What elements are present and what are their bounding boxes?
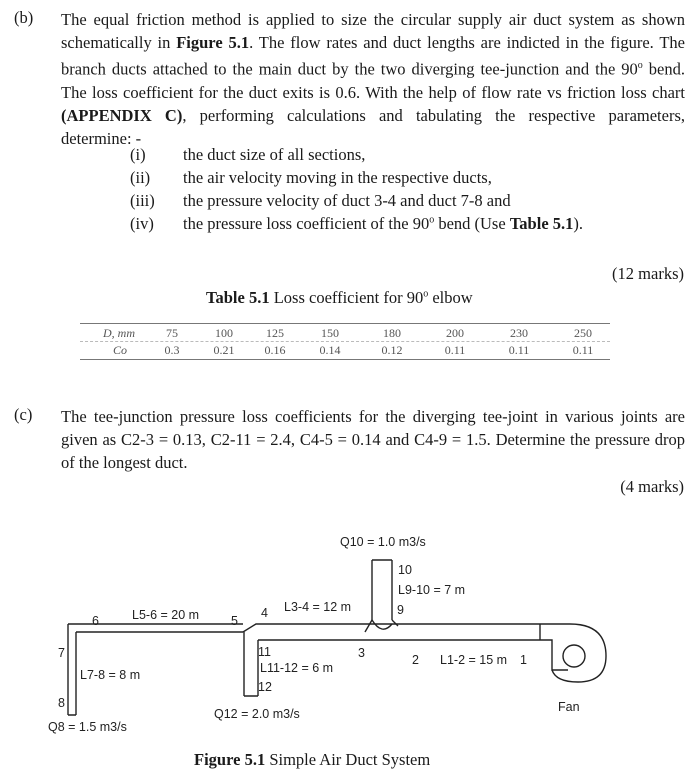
flow-q8-label: Q8 = 1.5 m3/s — [48, 720, 127, 734]
table-bottom-rule — [80, 359, 610, 360]
node-4-label: 4 — [261, 606, 268, 620]
part-b-text-4: , performing calculations and tabulating the respective parameters, determine: - — [61, 105, 685, 148]
part-b-paragraph — [61, 8, 685, 150]
duct-5-6-wall — [76, 624, 243, 632]
fan-duct — [540, 624, 568, 670]
item-i-number: (i) — [130, 145, 146, 164]
fan-label: Fan — [558, 700, 580, 714]
table-cell-c-230: 0.11 — [508, 343, 530, 357]
flow-q12-label: Q12 = 2.0 m3/s — [214, 707, 300, 721]
node-2-label: 2 — [412, 653, 419, 667]
length-l7-8-label: L7-8 = 8 m — [80, 668, 141, 682]
item-ii-number: (ii) — [130, 168, 151, 187]
table-cell-d-100: 100 — [215, 326, 233, 340]
coefficient-c4-9: C4-9 = 1.5. — [414, 430, 491, 449]
node-7-label: 7 — [58, 646, 65, 660]
part-c-text-2: Determine the pressure drop of the longest duct. — [61, 430, 685, 472]
item-iv-pre: the pressure loss coefficient of the 90 — [183, 214, 430, 233]
length-l1-2-label: L1-2 = 15 m — [440, 653, 508, 667]
part-c-paragraph — [61, 405, 685, 474]
table-cell-c-250: 0.11 — [572, 343, 594, 357]
item-iii-number: (iii) — [130, 191, 155, 210]
part-c-marks: (4 marks) — [620, 477, 684, 496]
node-10-label: 10 — [398, 563, 412, 577]
node-3-label: 3 — [358, 646, 365, 660]
table-cell-c-180: 0.12 — [381, 343, 403, 357]
node-9-label: 9 — [397, 603, 404, 617]
duct-9-10-wall — [372, 560, 392, 620]
fan-housing — [540, 624, 606, 682]
item-ii-text: the air velocity moving in the respective ducts, — [183, 168, 492, 187]
node-11-label: 11 — [258, 645, 271, 659]
node-6-label: 6 — [92, 614, 99, 628]
item-iv-text — [183, 214, 583, 234]
item-i-text: the duct size of all sections, — [183, 145, 366, 164]
table-top-rule — [80, 323, 610, 324]
part-b-text-2: . The flow rates and duct lengths are indicted in the figure. The branch ducts attached to the main duct by the two diverging tee-junction and the 90 — [61, 33, 685, 79]
part-c-text-1: The tee-junction pressure loss coefficients for the diverging tee-joint in various joints are given as — [61, 407, 685, 449]
table-cell-d-230: 230 — [510, 326, 528, 340]
part-c-label: (c) — [14, 405, 33, 424]
table-cell-d-200: 200 — [446, 326, 464, 340]
table-title-end: elbow — [428, 288, 473, 307]
part-b-text-1: The equal friction method is applied to size the circular supply air duct system as shown schematically in — [61, 10, 685, 52]
fan-wheel — [563, 645, 585, 667]
coefficient-c2-3: C2-3 = 0.13, — [121, 430, 211, 449]
bend-9 — [365, 620, 398, 632]
table-cell-c-200: 0.11 — [444, 343, 466, 357]
table-cell-c-75: 0.3 — [164, 343, 180, 357]
table-row-coefficient-label: Co — [112, 343, 127, 357]
table-row-diameter-label: D, mm — [103, 326, 135, 340]
table-title — [206, 288, 473, 308]
table-cell-c-150: 0.14 — [319, 343, 341, 357]
item-iii-text: the pressure velocity of duct 3-4 and duct 7-8 and — [183, 191, 511, 210]
duct-7-8-wall — [68, 624, 76, 715]
table-cell-c-125: 0.16 — [264, 343, 286, 357]
item-iv-table-ref: Table 5.1 — [509, 214, 574, 233]
length-l9-10-label: L9-10 = 7 m — [398, 583, 466, 597]
duct-system-diagram — [0, 520, 698, 745]
part-b-label: (b) — [14, 8, 34, 27]
figure-reference: Figure 5.1 — [176, 33, 250, 52]
length-l5-6-label: L5-6 = 20 m — [132, 608, 200, 622]
node-8-label: 8 — [58, 696, 65, 710]
table-cell-c-100: 0.21 — [213, 343, 235, 357]
node-12-label: 12 — [258, 680, 272, 694]
table-mid-rule — [80, 341, 610, 342]
table-cell-d-75: 75 — [166, 326, 178, 340]
figure-caption-bold: Figure 5.1 — [194, 750, 266, 769]
flow-q10-label: Q10 = 1.0 m3/s — [340, 535, 426, 549]
appendix-reference: (APPENDIX C) — [61, 105, 183, 125]
duct-11-12-wall — [244, 632, 258, 696]
table-title-text: Loss coefficient for 90 — [269, 288, 424, 307]
figure-caption — [194, 750, 430, 770]
item-iv-post: ). — [573, 214, 584, 233]
part-b-text-3: bend. The loss coefficient for the duct exits is 0.6. With the help of flow rate vs friction loss chart — [61, 59, 685, 102]
length-l11-12-label: L11-12 = 6 m — [260, 661, 334, 675]
coefficient-c4-5: C4-5 = 0.14 and — [299, 430, 415, 449]
node-1-label: 1 — [520, 653, 527, 667]
table-cell-d-250: 250 — [574, 326, 592, 340]
length-l3-4-label: L3-4 = 12 m — [284, 600, 352, 614]
table-title-degree: o — [423, 288, 429, 300]
degree-symbol: o — [637, 60, 643, 71]
figure-caption-text: Simple Air Duct System — [265, 750, 431, 769]
item-iv-number: (iv) — [130, 214, 154, 233]
item-iv-mid: bend (Use — [434, 214, 510, 233]
node-5-label: 5 — [231, 614, 238, 628]
table-cell-d-125: 125 — [266, 326, 284, 340]
table-cell-d-180: 180 — [383, 326, 401, 340]
item-iv-degree: o — [429, 214, 435, 226]
part-b-marks: (12 marks) — [612, 264, 684, 283]
coefficient-c2-11: C2-11 = 2.4, — [210, 430, 300, 449]
table-title-bold: Table 5.1 — [206, 288, 270, 307]
table-cell-d-150: 150 — [321, 326, 339, 340]
